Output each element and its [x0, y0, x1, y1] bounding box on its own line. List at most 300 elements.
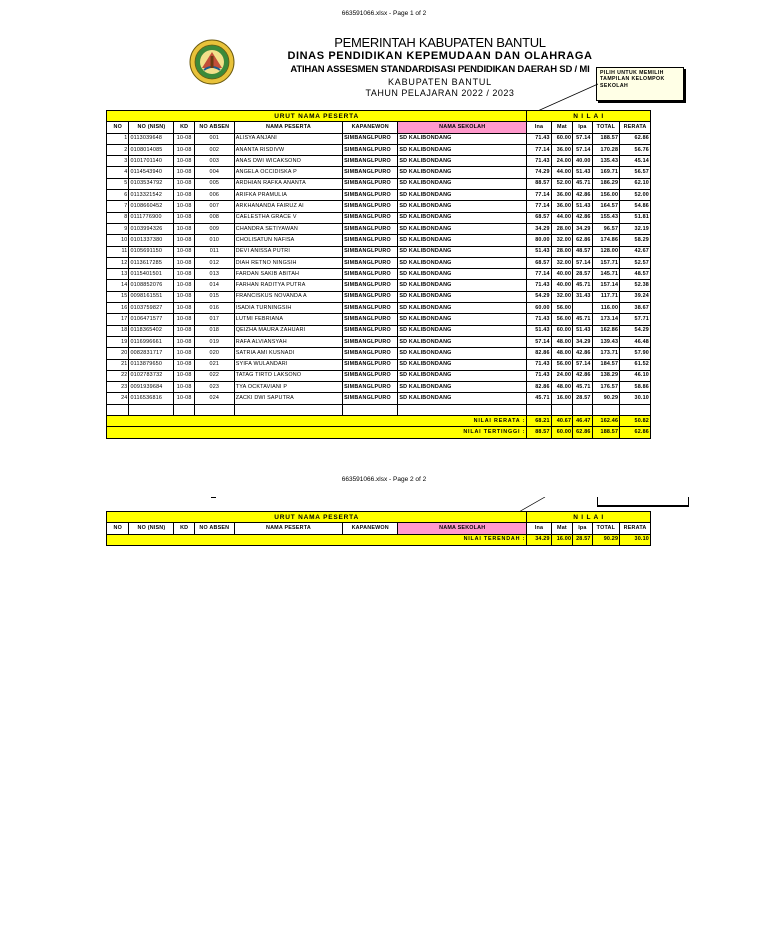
blank-cell — [343, 404, 398, 415]
table-cell: 138.29 — [592, 370, 620, 381]
blank-cell — [551, 404, 572, 415]
table-cell: 0102783732 — [129, 370, 174, 381]
page-label-2: 663591066.xlsx - Page 2 of 2 — [341, 476, 427, 483]
nilai-title-cell: N I L A I — [527, 111, 651, 122]
table-cell: 0113321542 — [129, 190, 174, 201]
table-cell: SD KALIBONDANG — [398, 336, 527, 347]
table-row — [107, 246, 651, 257]
table-cell: 77.14 — [527, 269, 552, 280]
summary-value: 188.57 — [592, 427, 620, 438]
table-cell: 90.29 — [592, 393, 620, 404]
table-cell: SD KALIBONDANG — [398, 133, 527, 144]
table-cell: 20 — [107, 348, 129, 359]
table-cell: 0091939684 — [129, 382, 174, 393]
table-cell: 45.71 — [573, 178, 592, 189]
table-cell: CHOLISATUN NAFISA — [234, 235, 342, 246]
summary-value: 50.82 — [620, 416, 651, 427]
table-cell: 39.24 — [620, 291, 651, 302]
table-cell: TATAG TIRTO LAKSONO — [234, 370, 342, 381]
table-cell: 014 — [194, 280, 234, 291]
table-cell: 57.14 — [527, 336, 552, 347]
table-cell: 023 — [194, 382, 234, 393]
table-cell: 0118365402 — [129, 325, 174, 336]
table-cell: SIMBANGLPURO — [343, 336, 398, 347]
table-cell: ARKHANANDA FAIRUZ AI — [234, 201, 342, 212]
blank-cell — [398, 404, 527, 415]
table-cell: RAFA ALVIANSYAH — [234, 336, 342, 347]
summary-row-tertinggi — [107, 427, 651, 438]
table-cell: 0113039648 — [129, 133, 174, 144]
table-cell: 10-08 — [174, 257, 194, 268]
table-cell: SD KALIBONDANG — [398, 291, 527, 302]
table-cell: 71.43 — [527, 156, 552, 167]
table-cell: SD KALIBONDANG — [398, 280, 527, 291]
table-cell: 30.10 — [620, 393, 651, 404]
table-cell: 34.29 — [527, 223, 552, 234]
table-cell: 56.00 — [551, 314, 572, 325]
table-cell: 71.43 — [527, 359, 552, 370]
table-cell: SIMBANGLPURO — [343, 393, 398, 404]
table-cell: 0101337380 — [129, 235, 174, 246]
table-cell: 6 — [107, 190, 129, 201]
table-cell: SYIFA WULANDARI — [234, 359, 342, 370]
table-cell: 10-08 — [174, 303, 194, 314]
table-cell: 77.14 — [527, 144, 552, 155]
table-cell: 77.14 — [527, 190, 552, 201]
table-cell: ANAS DWI WICAKSONO — [234, 156, 342, 167]
table-row — [107, 201, 651, 212]
blank-cell — [620, 404, 651, 415]
table-row — [107, 359, 651, 370]
table-cell: 58.86 — [620, 382, 651, 393]
table-row — [107, 269, 651, 280]
table-cell: 14 — [107, 280, 129, 291]
table-cell: 006 — [194, 190, 234, 201]
table-cell: 45.14 — [620, 156, 651, 167]
table-cell: 10 — [107, 235, 129, 246]
table-cell: CHANDRA SETIYAWAN — [234, 223, 342, 234]
summary-value: 88.57 — [527, 427, 552, 438]
table-cell: 54.29 — [620, 325, 651, 336]
table-cell: 10-08 — [174, 348, 194, 359]
table-cell: 135.43 — [592, 156, 620, 167]
table-cell: 0113879650 — [129, 359, 174, 370]
summary-row-rerata — [107, 416, 651, 427]
summary-value: 162.46 — [592, 416, 620, 427]
table-cell: 004 — [194, 167, 234, 178]
table-cell: 10-08 — [174, 314, 194, 325]
table-cell: DIAH RETNO NINGSIH — [234, 257, 342, 268]
table-cell: 45.71 — [573, 280, 592, 291]
table-cell: 016 — [194, 303, 234, 314]
table-cell: 10-08 — [174, 325, 194, 336]
summary-label: NILAI TERENDAH : — [107, 534, 527, 545]
table-cell: 42.86 — [573, 370, 592, 381]
table-cell: 18 — [107, 325, 129, 336]
table-cell: 157.14 — [592, 280, 620, 291]
table-cell: SATRIA AMI KUSNADI — [234, 348, 342, 359]
table-cell: 17 — [107, 314, 129, 325]
header-department: DINAS PENDIDIKAN KEPEMUDAAN DAN OLAHRAGA — [287, 50, 593, 62]
table-cell: 60.00 — [551, 133, 572, 144]
table-cell: 13 — [107, 269, 129, 280]
table-cell: 0108852076 — [129, 280, 174, 291]
table-cell: 45.71 — [573, 382, 592, 393]
nilai-title-cell: N I L A I — [527, 512, 651, 523]
table-cell: 173.14 — [592, 314, 620, 325]
table-row — [107, 336, 651, 347]
header-regency: KABUPATEN BANTUL — [388, 77, 492, 87]
table-cell: 184.57 — [592, 359, 620, 370]
table-cell: 0115401501 — [129, 269, 174, 280]
table-cell: 61.52 — [620, 359, 651, 370]
table-cell: 24 — [107, 393, 129, 404]
table-row — [107, 223, 651, 234]
summary-label: NILAI TERTINGGI : — [107, 427, 527, 438]
filter-note: PILIH UNTUK MEMILIH TAMPILAN KELOMPOK SEKOLAH — [596, 67, 684, 101]
table-cell: 024 — [194, 393, 234, 404]
table-cell: 10-08 — [174, 370, 194, 381]
table-cell: ARIFKA PRAMULIA — [234, 190, 342, 201]
filter-note-fragment — [597, 497, 689, 507]
table-cell: SD KALIBONDANG — [398, 178, 527, 189]
table-cell: 155.43 — [592, 212, 620, 223]
column-header: KD — [174, 523, 194, 534]
table-cell: 10-08 — [174, 167, 194, 178]
table-cell: 32.19 — [620, 223, 651, 234]
table-cell: 10-08 — [174, 280, 194, 291]
table-cell: 128.00 — [592, 246, 620, 257]
table-cell: TYA OCKTAVIANI P — [234, 382, 342, 393]
summary-row-terendah — [107, 534, 651, 545]
table-cell: 176.57 — [592, 382, 620, 393]
table-cell: 56.00 — [551, 359, 572, 370]
table-cell: 10-08 — [174, 291, 194, 302]
table-row — [107, 382, 651, 393]
results-table — [106, 110, 651, 439]
summary-value: 68.21 — [527, 416, 552, 427]
table-cell: ZACKI DWI SAPUTRA — [234, 393, 342, 404]
summary-label: NILAI RERATA : — [107, 416, 527, 427]
table-cell: FARHAN RADITYA PUTRA — [234, 280, 342, 291]
column-header: Ipa — [573, 122, 592, 133]
table-cell: 28.00 — [551, 246, 572, 257]
table-cell: 52.00 — [620, 190, 651, 201]
table-cell: 57.71 — [620, 314, 651, 325]
table-cell: 007 — [194, 201, 234, 212]
table-cell: FARDAN SAKIB ABITAH — [234, 269, 342, 280]
table-row — [107, 370, 651, 381]
table-row — [107, 325, 651, 336]
table-cell: 005 — [194, 178, 234, 189]
table-cell: SIMBANGLPURO — [343, 156, 398, 167]
table-cell: 015 — [194, 291, 234, 302]
table-cell: LUTMI FEBRIANA — [234, 314, 342, 325]
table-cell: 017 — [194, 314, 234, 325]
table-cell: 71.43 — [527, 280, 552, 291]
table-cell: 1 — [107, 133, 129, 144]
table-cell: SIMBANGLPURO — [343, 382, 398, 393]
table-cell: 40.00 — [551, 280, 572, 291]
table-cell: 28.00 — [551, 223, 572, 234]
table-cell: 52.00 — [551, 178, 572, 189]
table-cell: QEIZHA MAURA ZAHUARI — [234, 325, 342, 336]
table-cell: SD KALIBONDANG — [398, 314, 527, 325]
table-row — [107, 235, 651, 246]
table-cell: 36.00 — [551, 144, 572, 155]
table-cell: SIMBANGLPURO — [343, 280, 398, 291]
table-cell: 10-08 — [174, 235, 194, 246]
table-cell: 10-08 — [174, 156, 194, 167]
table-cell: SD KALIBONDANG — [398, 359, 527, 370]
table-cell: 16 — [107, 303, 129, 314]
table-cell: 0101701140 — [129, 156, 174, 167]
table-cell: 96.57 — [592, 223, 620, 234]
table-cell: SD KALIBONDANG — [398, 223, 527, 234]
table-cell: 173.71 — [592, 348, 620, 359]
column-header: NO — [107, 122, 129, 133]
table-cell: 32.00 — [551, 235, 572, 246]
table-cell: 46.48 — [620, 336, 651, 347]
table-cell: 0116996661 — [129, 336, 174, 347]
table-cell: 57.14 — [573, 257, 592, 268]
table-cell: 51.43 — [573, 325, 592, 336]
table-cell: 48.00 — [551, 348, 572, 359]
table-cell: SD KALIBONDANG — [398, 201, 527, 212]
table-cell: 5 — [107, 178, 129, 189]
table-cell: SIMBANGLPURO — [343, 133, 398, 144]
table-cell: SIMBANGLPURO — [343, 223, 398, 234]
table-cell: 42.86 — [573, 190, 592, 201]
column-header: NO (NISN) — [129, 523, 174, 534]
table-cell: 62.10 — [620, 178, 651, 189]
table-cell: 0103534792 — [129, 178, 174, 189]
table-row — [107, 133, 651, 144]
table-cell: 48.57 — [573, 246, 592, 257]
table-cell: 021 — [194, 359, 234, 370]
table-cell: 10-08 — [174, 212, 194, 223]
table-cell: SD KALIBONDANG — [398, 190, 527, 201]
table-cell: 34.29 — [573, 336, 592, 347]
summary-value: 34.29 — [527, 534, 552, 545]
table-row — [107, 303, 651, 314]
table-cell: SIMBANGLPURO — [343, 348, 398, 359]
table-cell: 145.71 — [592, 269, 620, 280]
table-cell: SD KALIBONDANG — [398, 156, 527, 167]
table-cell: 80.00 — [527, 235, 552, 246]
table-cell: 8 — [107, 212, 129, 223]
table-row — [107, 167, 651, 178]
table-cell: 10-08 — [174, 246, 194, 257]
column-header: RERATA — [620, 523, 651, 534]
table-cell: 4 — [107, 167, 129, 178]
table-cell: 54.86 — [620, 201, 651, 212]
table-cell: SIMBANGLPURO — [343, 303, 398, 314]
table-cell: 157.71 — [592, 257, 620, 268]
table-cell: 24.00 — [551, 156, 572, 167]
table-row — [107, 348, 651, 359]
table-cell: SIMBANGLPURO — [343, 325, 398, 336]
header-school-year: TAHUN PELAJARAN 2022 / 2023 — [365, 88, 515, 98]
table-cell: 74.29 — [527, 167, 552, 178]
table-cell: 57.14 — [573, 144, 592, 155]
column-header: NAMA PESERTA — [234, 122, 342, 133]
table-cell: 19 — [107, 336, 129, 347]
table-cell: SIMBANGLPURO — [343, 257, 398, 268]
table-cell: 21 — [107, 359, 129, 370]
page-label-1: 663591066.xlsx - Page 1 of 2 — [341, 10, 427, 17]
table-cell: SIMBANGLPURO — [343, 359, 398, 370]
table-cell: 28.57 — [573, 269, 592, 280]
table-cell: SD KALIBONDANG — [398, 303, 527, 314]
table-cell: 51.43 — [527, 325, 552, 336]
table-cell: 68.57 — [527, 212, 552, 223]
table-cell: 31.43 — [573, 291, 592, 302]
table-cell: 10-08 — [174, 178, 194, 189]
table-cell: SD KALIBONDANG — [398, 370, 527, 381]
table-cell: 58.29 — [620, 235, 651, 246]
table-cell: SIMBANGLPURO — [343, 178, 398, 189]
table-cell: 0103759827 — [129, 303, 174, 314]
column-header: NO (NISN) — [129, 122, 174, 133]
table-cell: 11 — [107, 246, 129, 257]
table-cell: 10-08 — [174, 223, 194, 234]
page2-dash — [211, 497, 216, 498]
table-cell: 22 — [107, 370, 129, 381]
table-cell: SIMBANGLPURO — [343, 269, 398, 280]
table-cell: 40.00 — [573, 156, 592, 167]
table-cell: DEVI ANISSA PUTRI — [234, 246, 342, 257]
table-cell: 008 — [194, 212, 234, 223]
table-cell: 10-08 — [174, 336, 194, 347]
table-cell: ANANTA RISDIVW — [234, 144, 342, 155]
table-cell: 001 — [194, 133, 234, 144]
column-header: Ina — [527, 122, 552, 133]
table-cell: 012 — [194, 257, 234, 268]
table-cell: 022 — [194, 370, 234, 381]
table-row — [107, 212, 651, 223]
table-cell: 62.86 — [620, 133, 651, 144]
blank-cell — [107, 404, 129, 415]
table-cell: 156.00 — [592, 190, 620, 201]
table-cell: 34.29 — [573, 223, 592, 234]
table-cell: SD KALIBONDANG — [398, 257, 527, 268]
table-cell: 0113617285 — [129, 257, 174, 268]
table-cell: 82.86 — [527, 348, 552, 359]
group-title-cell: URUT NAMA PESERTA — [107, 512, 527, 523]
summary-value: 60.00 — [551, 427, 572, 438]
table-cell: ISADIA TURNINGSIH — [234, 303, 342, 314]
group-title-cell: URUT NAMA PESERTA — [107, 111, 527, 122]
table-cell: 0108014085 — [129, 144, 174, 155]
table-cell: 3 — [107, 156, 129, 167]
table-cell: 48.00 — [551, 336, 572, 347]
table-cell: 9 — [107, 223, 129, 234]
table-cell: 40.00 — [551, 269, 572, 280]
table-cell: 60.00 — [551, 325, 572, 336]
table-cell: 10-08 — [174, 393, 194, 404]
table-cell: 002 — [194, 144, 234, 155]
table-cell: 010 — [194, 235, 234, 246]
table-cell: 51.43 — [573, 201, 592, 212]
table-cell: SD KALIBONDANG — [398, 348, 527, 359]
table-cell: 52.57 — [620, 257, 651, 268]
blank-cell — [174, 404, 194, 415]
table-cell: 51.43 — [527, 246, 552, 257]
table-cell: 10-08 — [174, 144, 194, 155]
table-cell: 24.00 — [551, 370, 572, 381]
table-cell: 62.86 — [573, 235, 592, 246]
table-cell: 019 — [194, 336, 234, 347]
table-cell: 32.00 — [551, 257, 572, 268]
table-cell: 188.57 — [592, 133, 620, 144]
summary-value: 90.29 — [592, 534, 620, 545]
table-cell: 0111776900 — [129, 212, 174, 223]
table-cell: 15 — [107, 291, 129, 302]
table-cell: 0108660452 — [129, 201, 174, 212]
summary-value: 30.10 — [620, 534, 651, 545]
table-cell: SIMBANGLPURO — [343, 246, 398, 257]
column-header: KAPANEWON — [343, 523, 398, 534]
table-cell: SD KALIBONDANG — [398, 212, 527, 223]
table-cell: 28.57 — [573, 393, 592, 404]
table-row — [107, 178, 651, 189]
table-row — [107, 393, 651, 404]
table-cell: 57.14 — [573, 133, 592, 144]
table-cell: CAELESTHA GRACE V — [234, 212, 342, 223]
table-cell: 48.57 — [620, 269, 651, 280]
table-cell: 162.86 — [592, 325, 620, 336]
table-row — [107, 190, 651, 201]
table-cell: 71.43 — [527, 370, 552, 381]
table-row — [107, 291, 651, 302]
table-row — [107, 314, 651, 325]
summary-value: 28.57 — [573, 534, 592, 545]
table-cell: 38.67 — [620, 303, 651, 314]
table-cell: 42.67 — [620, 246, 651, 257]
table-cell: 36.00 — [551, 190, 572, 201]
table-cell: 2 — [107, 144, 129, 155]
table-cell: 82.86 — [527, 382, 552, 393]
table-cell: 10-08 — [174, 201, 194, 212]
column-header: NO ABSEN — [194, 122, 234, 133]
table-cell: 51.81 — [620, 212, 651, 223]
column-header: NAMA PESERTA — [234, 523, 342, 534]
table-cell: 51.43 — [573, 167, 592, 178]
table-cell: SD KALIBONDANG — [398, 393, 527, 404]
table-cell: 186.29 — [592, 178, 620, 189]
table-row — [107, 280, 651, 291]
table-cell: 12 — [107, 257, 129, 268]
table-cell: SIMBANGLPURO — [343, 235, 398, 246]
table-cell: 018 — [194, 325, 234, 336]
table-cell: 009 — [194, 223, 234, 234]
table-cell: 10-08 — [174, 190, 194, 201]
table-cell: 60.00 — [527, 303, 552, 314]
blank-cell — [573, 404, 592, 415]
table-cell: ALISYA ANJANI — [234, 133, 342, 144]
table-cell: 0116536816 — [129, 393, 174, 404]
table-cell: 52.38 — [620, 280, 651, 291]
table-cell: 0098161551 — [129, 291, 174, 302]
blank-cell — [592, 404, 620, 415]
blank-cell — [234, 404, 342, 415]
table-cell: 71.43 — [527, 314, 552, 325]
table-row — [107, 156, 651, 167]
table-cell: 42.86 — [573, 348, 592, 359]
table-cell: 48.00 — [551, 382, 572, 393]
header-exam-title: ATIHAN ASSESMEN STANDARDISASI PENDIDIKAN DAERAH SD / MI — [290, 64, 590, 75]
